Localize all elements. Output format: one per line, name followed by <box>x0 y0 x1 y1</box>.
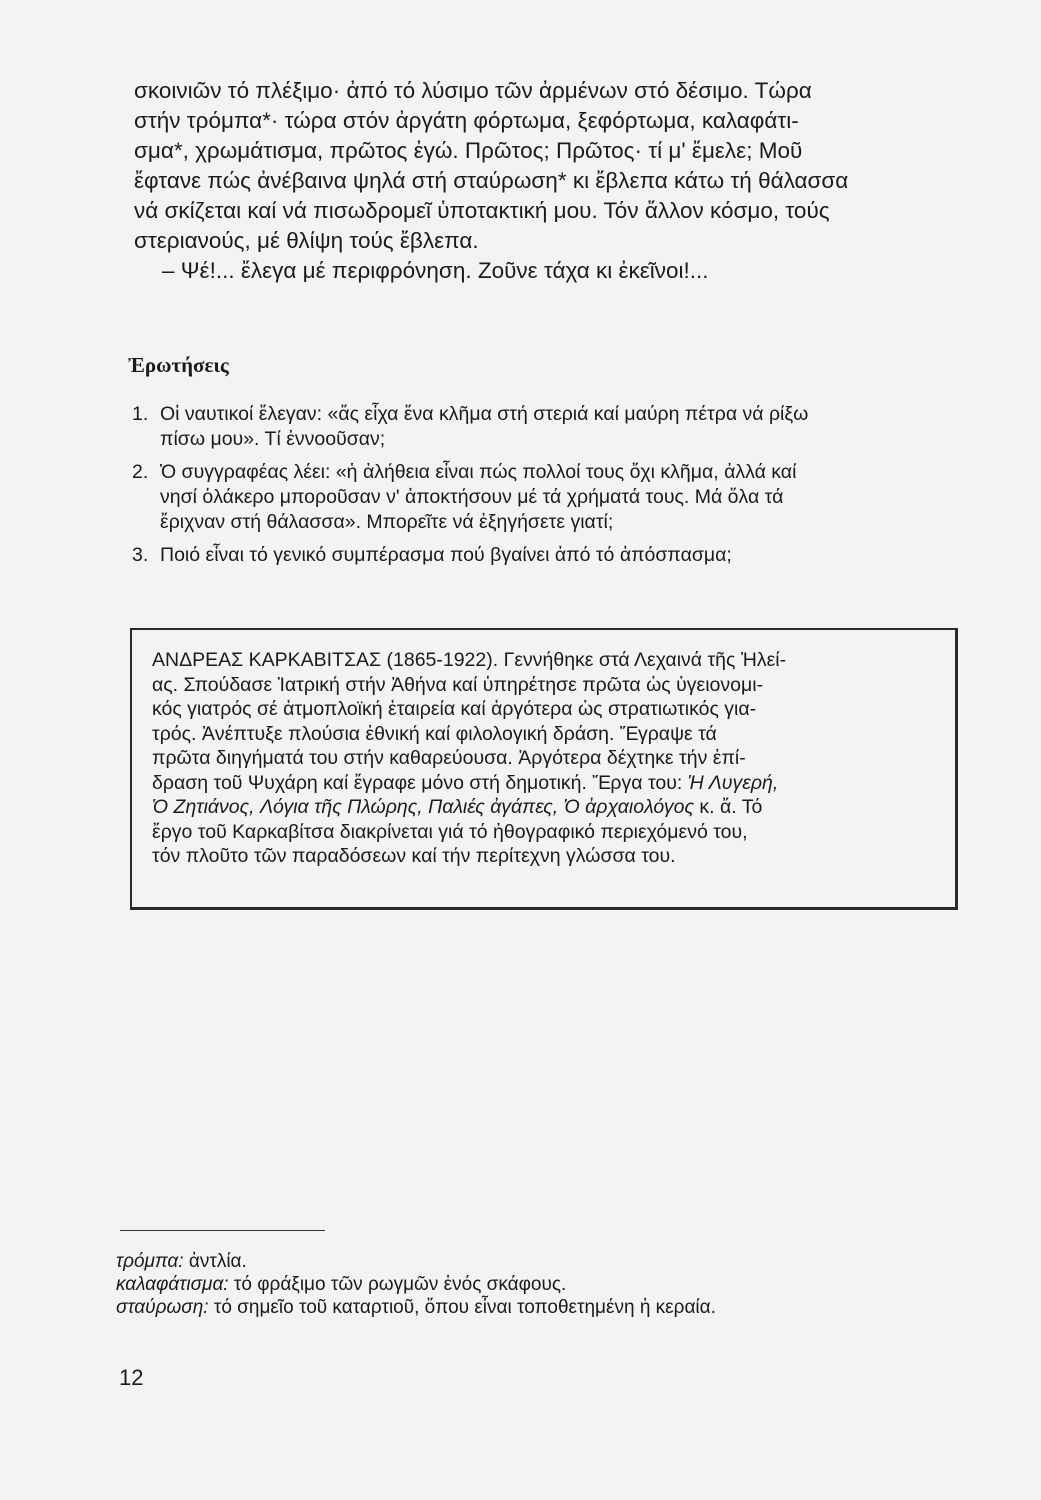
question-text <box>160 543 972 568</box>
text-line: στήν τρόμπα*· τώρα στόν ἀργάτη φόρτωμα, ξεφόρτωμα, καλαφάτι- <box>134 108 799 133</box>
question-text <box>160 402 972 452</box>
text-line: νά σκίζεται καί νά πισωδρομεῖ ὑποτακτική μου. Τόν ἄλλον κόσμο, τούς <box>134 198 830 223</box>
work-title: Ὁ Ζητιάνος, <box>152 796 255 818</box>
footnote-divider <box>120 1230 325 1231</box>
footnote-term: τρόμπα: <box>116 1251 184 1272</box>
question-text <box>160 460 972 535</box>
dialogue-line: – Ψέ!... ἔλεγα μέ περιφρόνηση. Ζοῦνε τάχα κι ἐκεῖνοι!... <box>162 258 709 283</box>
text-line: στεριανούς, μέ θλίψη τούς ἔβλεπα. <box>134 228 479 253</box>
bio-line: πρῶτα διηγήματά του στήν καθαρεύουσα. Ἀργότερα δέχτηκε τήν ἐπί- <box>152 747 746 769</box>
bio-line: ΑΝΔΡΕΑΣ ΚΑΡΚΑΒΙΤΣΑΣ (1865-1922). Γεννήθηκε στά Λεχαινά τῆς Ἠλεί- <box>152 649 787 671</box>
question-number: 1. <box>132 403 149 425</box>
question-number: 2. <box>132 461 149 483</box>
bio-line: ἔργο τοῦ Καρκαβίτσα διακρίνεται γιά τό ἠθογραφικό περιεχόμενό του, <box>152 820 748 843</box>
question-line: Οἱ ναυτικοί ἔλεγαν: «ἄς εἶχα ἕνα κλῆμα στή στεριά καί μαύρη πέτρα νά ρίξω <box>160 403 809 425</box>
question-line: ἔριχναν στή θάλασσα». Μπορεῖτε νά ἐξηγήσετε γιατί; <box>160 511 614 533</box>
dialogue-paragraph <box>134 256 964 286</box>
question-item <box>132 543 972 568</box>
question-item <box>132 402 972 452</box>
question-item <box>132 460 972 535</box>
bio-line: ας. Σπούδασε Ἰατρική στήν Ἀθήνα καί ὑπηρέτησε πρῶτα ὡς ὑγειονομι- <box>152 673 764 696</box>
work-title: Παλιές ἀγάπες, <box>428 796 559 818</box>
author-bio-box <box>130 628 958 910</box>
bio-line: τρός. Ἀνέπτυξε πλούσια ἐθνική καί φιλολογική δράση. Ἔγραψε τά <box>152 722 717 745</box>
question-line: πίσω μου». Τί ἐννοοῦσαν; <box>160 428 386 450</box>
text-line: ἔφτανε πώς ἀνέβαινα ψηλά στή σταύρωση* κι ἔβλεπα κάτω τή θάλασσα <box>134 168 849 193</box>
footnote <box>116 1250 976 1273</box>
question-line: νησί ὁλάκερο μποροῦσαν ν' ἀποκτήσουν μέ τά χρήματά τους. Μά ὅλα τά <box>160 486 784 508</box>
bio-line: κός γιατρός σέ ἀτμοπλοϊκή ἑταιρεία καί ἀργότερα ὡς στρατιωτικός για- <box>152 698 757 720</box>
bio-line-text: κ. ἄ. Τό <box>699 796 763 818</box>
work-title: Λόγια τῆς Πλώρης, <box>259 796 423 818</box>
footnote-term: καλαφάτισμα: <box>116 1274 229 1295</box>
bio-line <box>152 771 942 796</box>
author-bio-text <box>152 648 942 869</box>
page-number: 12 <box>119 1365 144 1390</box>
footnote-definition: τό σημεῖο τοῦ καταρτιοῦ, ὅπου εἶναι τοποθετημένη ἡ κεραία. <box>213 1297 716 1318</box>
bio-line: τόν πλοῦτο τῶν παραδόσεων καί τήν περίτεχνη γλώσσα του. <box>152 845 676 867</box>
questions-heading: Ἐρωτήσεις <box>128 353 229 377</box>
footnote-definition: τό φράξιμο τῶν ρωγμῶν ἑνός σκάφους. <box>233 1274 567 1295</box>
work-title: Ἡ Λυγερή, <box>687 771 779 794</box>
question-number: 3. <box>132 544 149 566</box>
bio-line <box>152 795 942 820</box>
work-title: Ὁ ἀρχαιολόγος <box>563 796 694 818</box>
footnote-term: σταύρωση: <box>116 1297 209 1318</box>
footnote <box>116 1296 976 1319</box>
text-line: σκοινιῶν τό πλέξιμο· ἀπό τό λύσιμο τῶν ἀρμένων στό δέσιμο. Τώρα <box>134 78 812 103</box>
text-line: σμα*, χρωμάτισμα, πρῶτος ἐγώ. Πρῶτος; Πρῶτος· τί μ' ἔμελε; Μοῦ <box>134 138 803 163</box>
question-line: Ὁ συγγραφέας λέει: «ἡ ἀλήθεια εἶναι πώς πολλοί τους ὄχι κλῆμα, ἀλλά καί <box>160 461 797 483</box>
footnote-definition: ἀντλία. <box>188 1251 247 1272</box>
questions-list <box>132 402 972 576</box>
footnotes <box>116 1250 976 1319</box>
footnote <box>116 1273 976 1296</box>
intro-paragraph <box>134 76 964 256</box>
bio-line-text: δραση τοῦ Ψυχάρη καί ἔγραφε μόνο στή δημοτική. Ἔργα του: <box>152 771 683 794</box>
question-line: Ποιό εἶναι τό γενικό συμπέρασμα πού βγαίνει ἀπό τό ἀπόσπασμα; <box>160 544 732 566</box>
